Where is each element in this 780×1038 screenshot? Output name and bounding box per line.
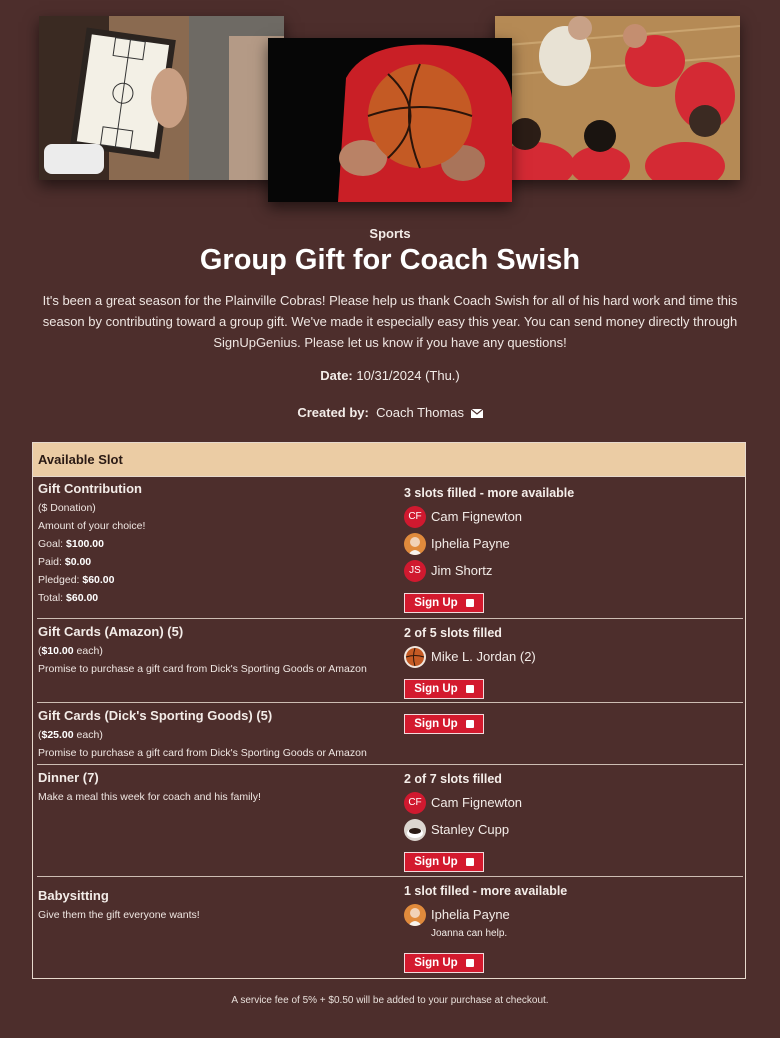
creator-name: Coach Thomas bbox=[376, 405, 465, 420]
category-label: Sports bbox=[369, 226, 411, 241]
team-huddle-photo bbox=[495, 16, 740, 180]
envelope-icon[interactable] bbox=[471, 409, 483, 418]
participant bbox=[404, 903, 734, 926]
participant-name: Iphelia Payne bbox=[431, 536, 510, 551]
signup-button[interactable] bbox=[404, 679, 484, 699]
slot-signups bbox=[404, 714, 734, 734]
participant-name: Iphelia Payne bbox=[431, 907, 510, 922]
paid-amount bbox=[38, 556, 388, 568]
participant bbox=[404, 505, 734, 528]
checkbox-icon bbox=[466, 685, 474, 693]
slot-description: Make a meal this week for coach and his family! bbox=[38, 791, 261, 803]
table-row bbox=[37, 619, 743, 703]
woman-portrait-icon bbox=[404, 533, 426, 555]
avatar: CF bbox=[404, 792, 426, 814]
slot-signups bbox=[404, 884, 734, 973]
signup-label: Sign Up bbox=[414, 597, 458, 609]
signup-label: Sign Up bbox=[414, 718, 458, 730]
participant bbox=[404, 559, 734, 582]
event-date bbox=[0, 368, 780, 383]
slot-title: Gift Cards (Dick's Sporting Goods) (5) bbox=[38, 708, 273, 723]
header-photo-strip bbox=[0, 0, 780, 210]
slots-filled-status: 1 slot filled - more available bbox=[404, 884, 568, 898]
page-title: Group Gift for Coach Swish bbox=[199, 244, 581, 276]
cup-icon bbox=[404, 819, 426, 841]
checkbox-icon bbox=[466, 720, 474, 728]
participant-note: Joanna can help. bbox=[431, 928, 508, 939]
slots-filled-status: 2 of 7 slots filled bbox=[404, 772, 502, 786]
signup-button[interactable] bbox=[404, 953, 484, 973]
participant bbox=[404, 818, 734, 841]
table-row bbox=[37, 476, 743, 619]
total-amount bbox=[38, 592, 388, 604]
avatar bbox=[404, 819, 426, 841]
slot-details bbox=[38, 476, 388, 604]
slot-details bbox=[38, 765, 388, 803]
slot-details bbox=[38, 703, 388, 759]
slot-price: ($25.00 each) bbox=[38, 729, 103, 741]
table-row bbox=[37, 703, 743, 765]
slot-signups bbox=[404, 626, 734, 699]
slot-signups bbox=[404, 486, 734, 613]
slot-title: Babysitting bbox=[38, 888, 109, 903]
slot-signups bbox=[404, 772, 734, 872]
signup-label: Sign Up bbox=[414, 683, 458, 695]
checkbox-icon bbox=[466, 858, 474, 866]
service-fee-notice: A service fee of 5% + $0.50 will be added to your purchase at checkout. bbox=[231, 995, 549, 1006]
created-by-label: Created by: bbox=[297, 405, 369, 420]
price-suffix: each bbox=[76, 729, 100, 741]
table-row bbox=[37, 765, 743, 877]
participant bbox=[404, 532, 734, 555]
pledged-value: $60.00 bbox=[82, 574, 115, 586]
slots-filled-status: 2 of 5 slots filled bbox=[404, 626, 502, 640]
participant-name: Cam Fignewton bbox=[431, 795, 523, 810]
page-description: It's been a great season for the Plainville Cobras! Please help us thank Coach Swish for all of his hard work and time this season by contributing toward a group gift. We've made it especially easy this year. You can send money directly through SignUpGenius. Please let us know if you have any questions! bbox=[42, 293, 738, 350]
coach-clipboard-photo bbox=[39, 16, 284, 180]
signup-button[interactable] bbox=[404, 593, 484, 613]
slot-title: Gift Contribution bbox=[38, 481, 142, 496]
participant-name: Stanley Cupp bbox=[431, 822, 510, 837]
slot-subtitle: ($ Donation) bbox=[38, 502, 96, 514]
date-label: Date: bbox=[320, 368, 353, 383]
table-header: Available Slot bbox=[33, 443, 745, 477]
avatar: JS bbox=[404, 560, 426, 582]
participant-name: Jim Shortz bbox=[431, 563, 493, 578]
checkbox-icon bbox=[466, 959, 474, 967]
price-value: $25.00 bbox=[41, 729, 74, 741]
price-suffix: each bbox=[76, 645, 100, 657]
signup-slots-table bbox=[32, 442, 746, 979]
date-value: 10/31/2024 (Thu.) bbox=[356, 368, 460, 383]
avatar bbox=[404, 533, 426, 555]
pledged-amount bbox=[38, 574, 388, 586]
total-label: Total: bbox=[38, 592, 64, 604]
signup-label: Sign Up bbox=[414, 957, 458, 969]
slot-title: Dinner (7) bbox=[38, 770, 99, 785]
signup-label: Sign Up bbox=[414, 856, 458, 868]
participant bbox=[404, 791, 734, 814]
paid-label: Paid: bbox=[38, 556, 62, 568]
slot-details bbox=[38, 619, 388, 675]
goal-label: Goal: bbox=[38, 538, 64, 550]
paid-value: $0.00 bbox=[64, 556, 92, 568]
table-row bbox=[37, 877, 743, 977]
signup-button[interactable] bbox=[404, 714, 484, 734]
participant-name: Mike L. Jordan (2) bbox=[431, 649, 536, 664]
slot-description: Amount of your choice! bbox=[38, 520, 146, 532]
avatar: CF bbox=[404, 506, 426, 528]
slot-details bbox=[38, 883, 388, 921]
slot-description: Give them the gift everyone wants! bbox=[38, 909, 200, 921]
signup-button[interactable] bbox=[404, 852, 484, 872]
basketball-hands-photo bbox=[268, 38, 512, 202]
slot-title: Gift Cards (Amazon) (5) bbox=[38, 624, 184, 639]
total-value: $60.00 bbox=[66, 592, 99, 604]
woman-portrait-icon bbox=[404, 904, 426, 926]
goal-value: $100.00 bbox=[66, 538, 104, 550]
participant-name: Cam Fignewton bbox=[431, 509, 523, 524]
slots-filled-status: 3 slots filled - more available bbox=[404, 486, 575, 500]
avatar bbox=[404, 646, 426, 668]
checkbox-icon bbox=[466, 599, 474, 607]
participant bbox=[404, 645, 734, 668]
slot-description: Promise to purchase a gift card from Dick's Sporting Goods or Amazon bbox=[38, 663, 367, 675]
pledged-label: Pledged: bbox=[38, 574, 80, 586]
slot-price: ($10.00 each) bbox=[38, 645, 103, 657]
goal-amount bbox=[38, 538, 388, 550]
basketball-icon bbox=[404, 646, 426, 668]
avatar bbox=[404, 904, 426, 926]
created-by bbox=[0, 405, 780, 420]
slot-description: Promise to purchase a gift card from Dick's Sporting Goods or Amazon bbox=[38, 747, 367, 759]
price-value: $10.00 bbox=[41, 645, 74, 657]
